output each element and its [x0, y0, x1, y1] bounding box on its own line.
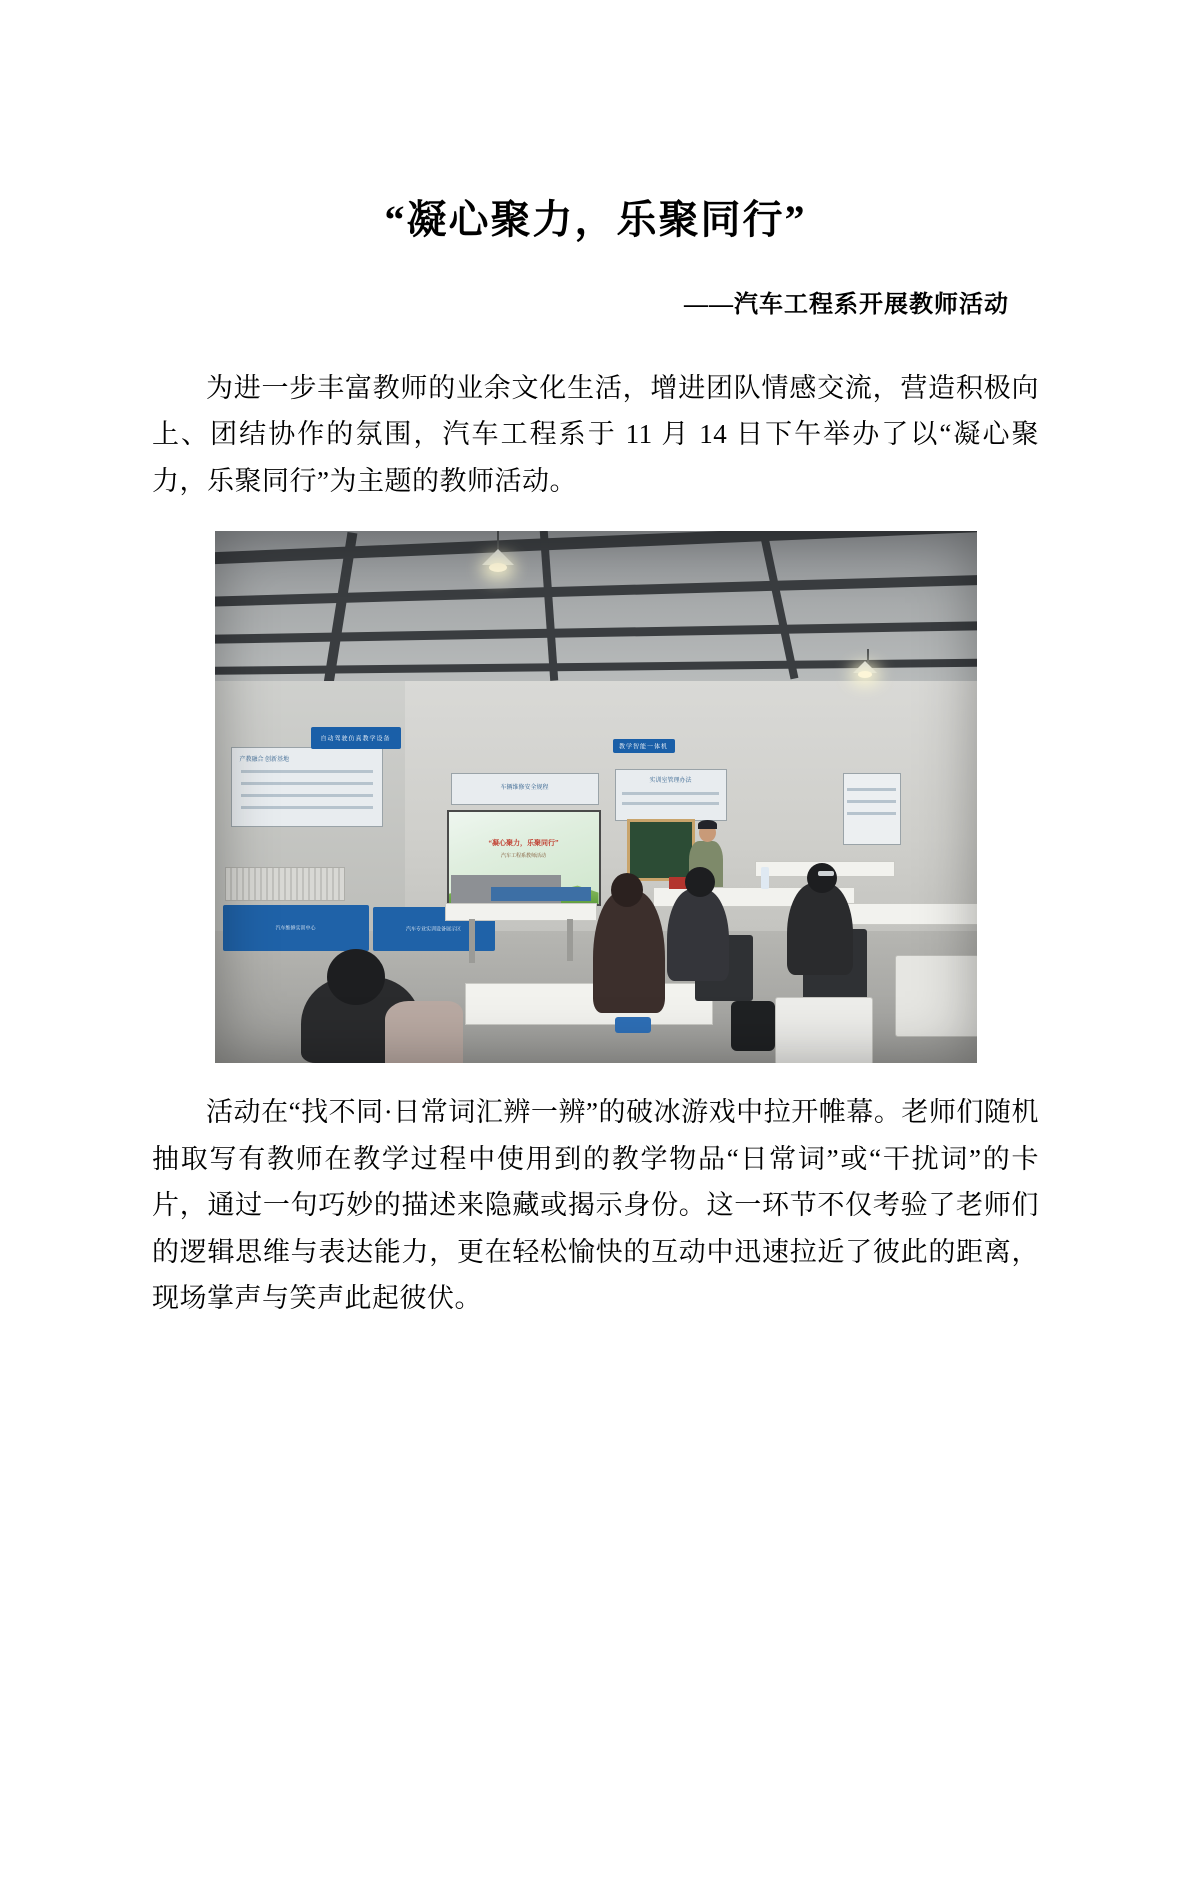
table-leg — [567, 919, 573, 961]
blue-object-on-table — [615, 1017, 651, 1033]
attendee-long-hair-head — [611, 873, 643, 907]
document-page — [0, 196, 1191, 1880]
device-banner-right — [613, 739, 675, 753]
equipment-crate-left-label: 汽车维修实训中心 — [275, 926, 316, 932]
attendee-long-hair — [593, 891, 665, 1013]
wall-poster-left — [231, 747, 383, 827]
backpack — [731, 1001, 775, 1051]
presenter-hair — [698, 820, 717, 829]
eyeglasses-icon — [818, 871, 834, 876]
chair-white-center — [775, 997, 873, 1063]
wall-poster-far-right — [843, 773, 901, 845]
device-banner-left — [311, 727, 401, 749]
chair-white-right — [895, 955, 977, 1037]
lamp-cord — [497, 531, 499, 551]
attendee-foreground-shoulder — [385, 1001, 463, 1063]
screen-subtitle-text: 汽车工程系教师活动 — [500, 854, 547, 860]
attendee-foreground-head — [327, 949, 385, 1005]
water-bottle — [761, 867, 769, 889]
attendee-center-head — [685, 867, 715, 897]
wall-poster-center-label: 车辆维修安全规程 — [500, 785, 549, 792]
attendee-right-head — [807, 863, 837, 893]
table-leg — [469, 919, 475, 963]
wall-poster-left-label: 产教融合 创新基地 — [239, 757, 290, 764]
page-subtitle: ——汽车工程系开展教师活动 — [684, 292, 1009, 318]
page-title: “凝心聚力，乐聚同行” — [384, 197, 807, 242]
equipment-crate-left — [223, 905, 369, 951]
activity-photo — [215, 531, 977, 1063]
blackboard — [627, 819, 695, 881]
paragraph-2: 活动在“找不同·日常词汇辨一辨”的破冰游戏中拉开帷幕。老师们随机抽取写有教师在教学过程中使用到的教学物品“日常词”或“干扰词”的卡片，通过一句巧妙的描述来隐藏或揭示身份。这一环节不仅考验了老师们的逻辑思维与表达能力，更在轻松愉快的互动中迅速拉近了彼此的距离，现场掌声与笑声此起彼伏。 — [152, 1097, 1039, 1314]
wall-poster-right — [615, 769, 727, 821]
table-foreground — [465, 983, 713, 1025]
screen-title-text: “凝心聚力，乐聚同行” — [488, 839, 559, 848]
paragraph-1: 为进一步丰富教师的业余文化生活，增进团队情感交流，营造积极向上、团结协作的氛围，汽车工程系于 11 月 14 日下午举办了以“凝心聚力，乐聚同行”为主题的教师活动。 — [152, 373, 1039, 496]
device-banner-right-label: 教学智能一体机 — [618, 744, 668, 751]
wall-poster-right-label: 实训室管理办法 — [649, 778, 692, 785]
attendee-right — [787, 883, 853, 975]
equipment-panel — [491, 887, 591, 901]
table-front-left — [445, 903, 597, 921]
wall-poster-center — [451, 773, 599, 805]
device-banner-left-label: 自动驾驶仿真教学设备 — [320, 736, 391, 743]
attendee-center — [667, 889, 729, 981]
radiator — [225, 867, 345, 901]
equipment-crate-right-label: 汽车专业实训设备展示区 — [405, 927, 461, 933]
